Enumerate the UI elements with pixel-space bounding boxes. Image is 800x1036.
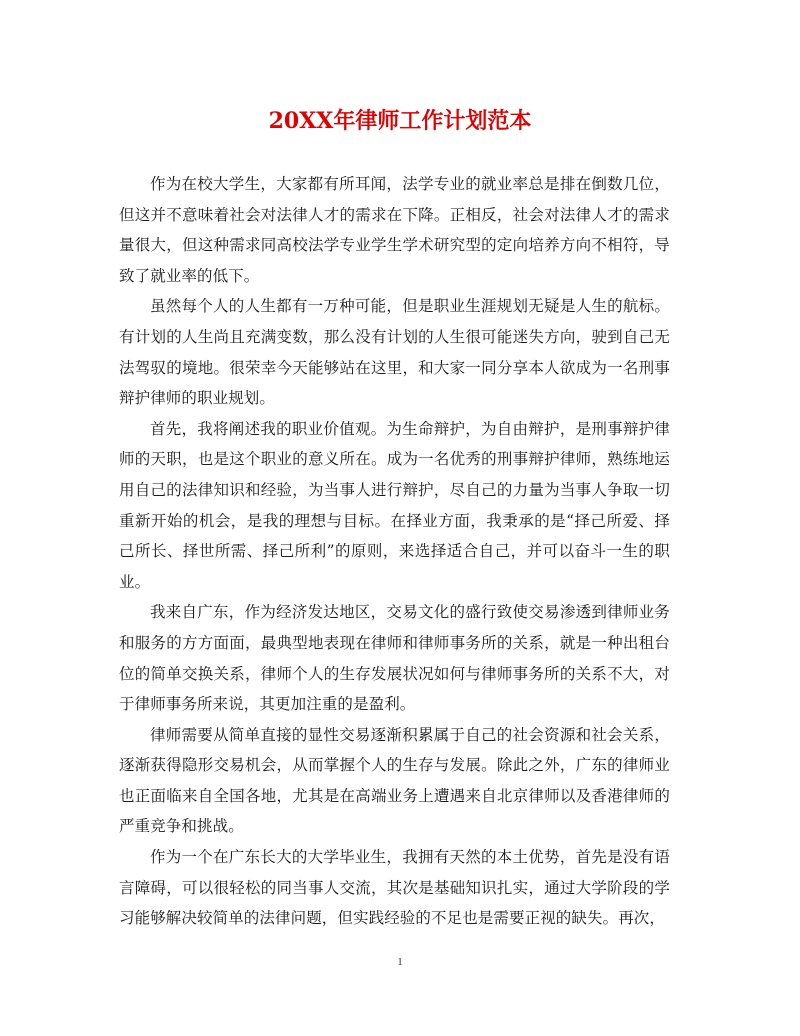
paragraph-5: 律师需要从简单直接的显性交易逐渐积累属于自己的社会资源和社会关系，逐渐获得隐形交易机会，从而掌握个人的生存与发展。除此之外，广东的律师业也正面临来自全国各地，尤其是在高端业务上遭遇来自北京律师以及香港律师的严重竞争和挑战。 <box>119 725 670 836</box>
paragraph-6: 作为一个在广东长大的大学毕业生，我拥有天然的本土优势，首先是没有语言障碍，可以很轻松的同当事人交流，其次是基础知识扎实，通过大学阶段的学习能够解决较简单的法律问题，但实践经验的不足也是需要正视的缺失。再次， <box>119 848 670 928</box>
paragraph-4: 我来自广东，作为经济发达地区，交易文化的盛行致使交易渗透到律师业务和服务的方方面面，最典型地表现在律师和律师事务所的关系，就是一种出租台位的简单交换关系，律师个人的生存发展状况如何与律师事务所的关系不大，对于律师事务所来说，其更加注重的是盈利。 <box>119 603 670 714</box>
document-body <box>119 169 670 934</box>
paragraph-2: 虽然每个人的人生都有一万种可能，但是职业生涯规划无疑是人生的航标。有计划的人生尚且充满变数，那么没有计划的人生很可能迷失方向，驶到自己无法驾驭的境地。很荣幸今天能够站在这里，和大家一同分享本人欲成为一名刑事辩护律师的职业规划。 <box>119 297 670 408</box>
page-number: 1 <box>397 956 403 968</box>
document-title: 20XX年律师工作计划范本 <box>268 108 532 134</box>
paragraph-1: 作为在校大学生，大家都有所耳闻，法学专业的就业率总是排在倒数几位，但这并不意味着社会对法律人才的需求在下降。正相反，社会对法律人才的需求量很大，但这种需求同高校法学专业学生学术研究型的定向培养方向不相符，导致了就业率的低下。 <box>119 175 670 285</box>
paragraph-3: 首先，我将阐述我的职业价值观。为生命辩护，为自由辩护，是刑事辩护律师的天职，也是这个职业的意义所在。成为一名优秀的刑事辩护律师，熟练地运用自己的法律知识和经验，为当事人进行辩护，尽自己的力量为当事人争取一切重新开始的机会，是我的理想与目标。在择业方面，我秉承的是“择己所爱、择己所长、择世所需、择己所利”的原则，来选择适合自己，并可以奋斗一生的职业。 <box>119 419 670 591</box>
